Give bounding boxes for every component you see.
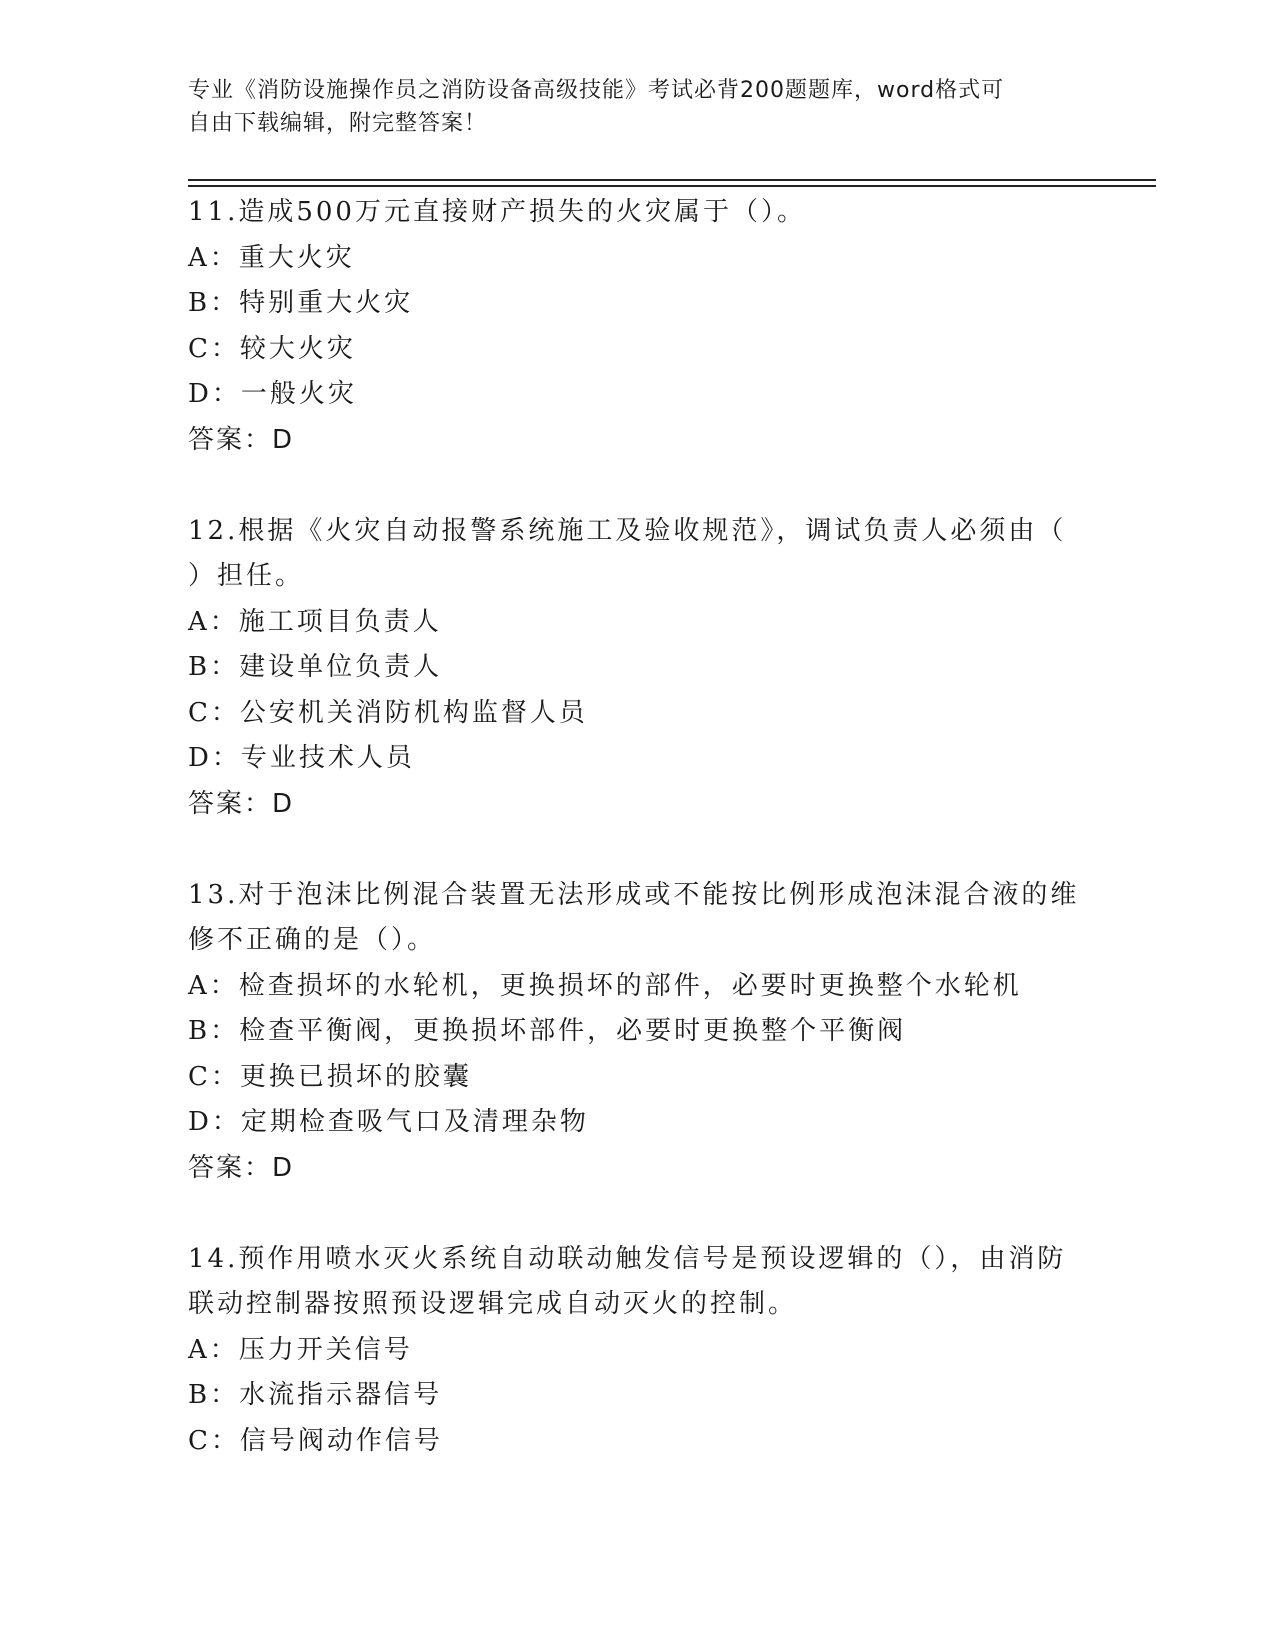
header-divider-top	[188, 179, 1156, 181]
option-c: C：更换已损坏的胶囊	[188, 1061, 472, 1092]
question-stem: 12.根据《火灾自动报警系统施工及验收规范》，调试负责人必须由（	[188, 515, 1067, 546]
question-12	[188, 509, 1088, 873]
option-c: C：公安机关消防机构监督人员	[188, 697, 588, 728]
question-spacer	[188, 1191, 1088, 1237]
question-stem: 14.预作用喷水灭火系统自动联动触发信号是预设逻辑的（），由消防	[188, 1243, 1067, 1274]
header-line-1: 专业《消防设施操作员之消防设备高级技能》考试必背200题题库，word格式可	[188, 78, 1005, 103]
option-a: A：压力开关信号	[188, 1334, 413, 1365]
question-stem: 11.造成500万元直接财产损失的火灾属于（）。	[188, 197, 806, 227]
option-b: B：检查平衡阀，更换损坏部件，必要时更换整个平衡阀	[188, 1016, 907, 1046]
question-stem-continued: ）担任。	[188, 561, 305, 591]
question-stem-continued: 联动控制器按照预设逻辑完成自动灭火的控制。	[188, 1289, 798, 1319]
option-b: B：特别重大火灾	[188, 288, 414, 318]
option-c: C：信号阀动作信号	[188, 1425, 443, 1456]
header-line-2: 自由下载编辑，附完整答案！	[188, 111, 488, 136]
question-11	[188, 190, 1088, 509]
option-b: B：建设单位负责人	[188, 652, 443, 682]
header-divider-bottom	[188, 185, 1156, 187]
question-spacer	[188, 827, 1088, 873]
document-header	[188, 74, 1068, 140]
answer-label: 答案：D	[188, 424, 295, 455]
question-stem: 13.对于泡沫比例混合装置无法形成或不能按比例形成泡沫混合液的维	[188, 879, 1080, 910]
option-d: D：定期检查吸气口及清理杂物	[188, 1107, 589, 1137]
question-stem-continued: 修不正确的是（）。	[188, 925, 437, 955]
question-spacer	[188, 463, 1088, 509]
question-list	[188, 190, 1088, 1464]
option-a: A：检查损坏的水轮机，更换损坏的部件，必要时更换整个水轮机	[188, 970, 1022, 1001]
option-b: B：水流指示器信号	[188, 1380, 443, 1410]
option-a: A：重大火灾	[188, 242, 355, 273]
option-d: D：专业技术人员	[188, 743, 415, 773]
answer-label: 答案：D	[188, 1152, 295, 1183]
option-a: A：施工项目负责人	[188, 606, 442, 637]
answer-label: 答案：D	[188, 788, 295, 819]
option-c: C：较大火灾	[188, 333, 356, 364]
option-d: D：一般火灾	[188, 379, 357, 409]
question-14	[188, 1237, 1088, 1465]
question-13	[188, 873, 1088, 1237]
